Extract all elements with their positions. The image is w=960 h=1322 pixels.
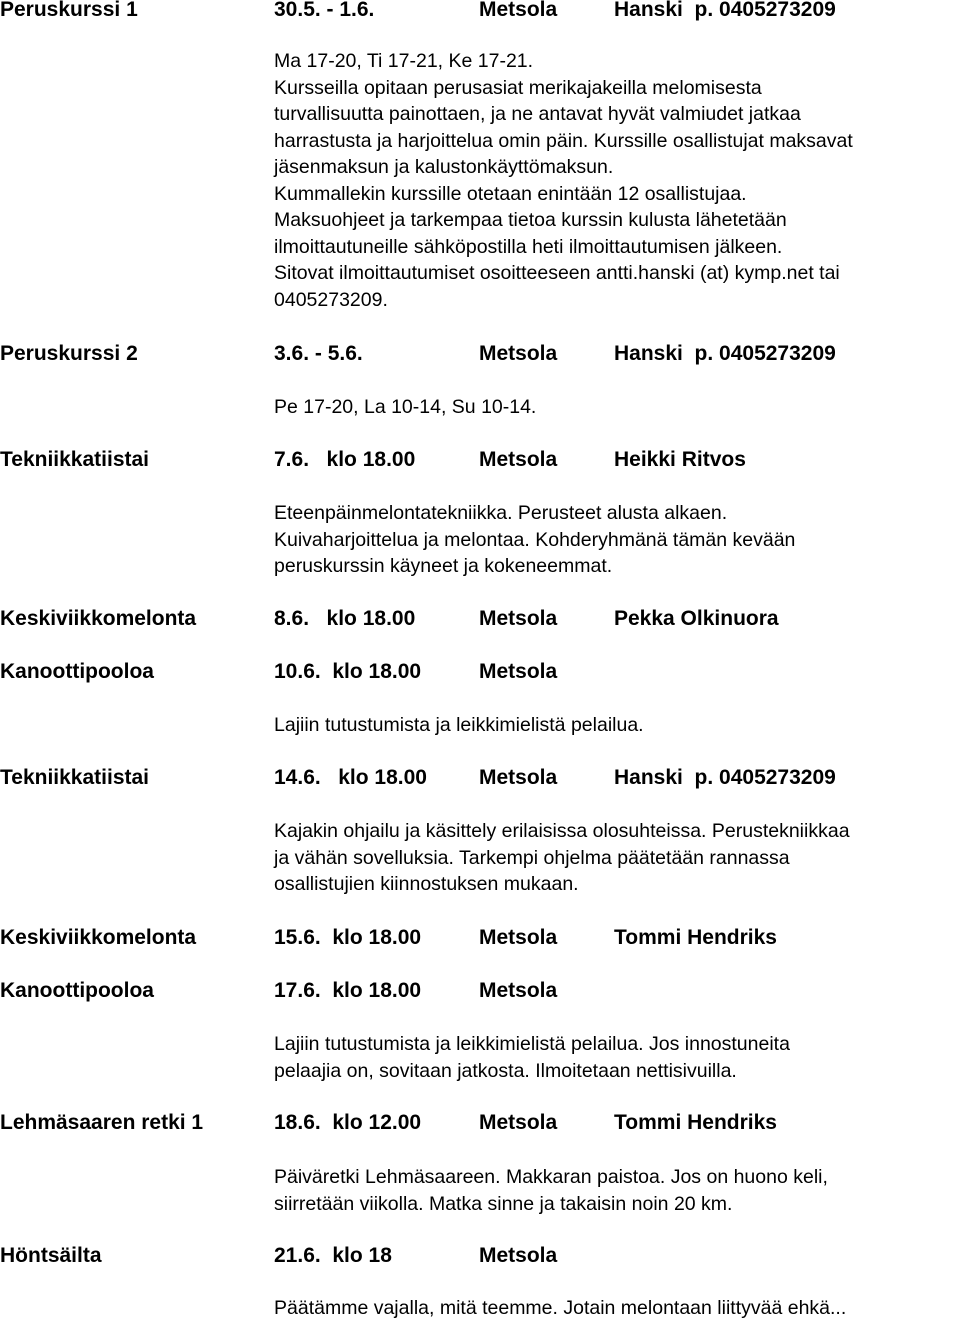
event-place: Metsola: [479, 766, 558, 789]
event-name: Kanoottipooloa: [0, 660, 154, 683]
event-description: [274, 1164, 960, 1217]
description-line: jäsenmaksun ja kalustonkäyttömaksun.: [274, 156, 614, 178]
description-line: Kursseilla opitaan perusasiat merikajakeilla melomisesta: [274, 76, 762, 99]
description-line: Lajiin tutustumista ja leikkimielistä pelailua.: [274, 714, 644, 736]
event-header: [0, 659, 960, 685]
event-leader: Hanski p. 0405273209: [614, 0, 836, 21]
description-line: Kuivaharjoittelua ja melontaa. Kohderyhmänä tämän kevään: [274, 528, 796, 551]
event-name: Lehmäsaaren retki 1: [0, 1111, 204, 1134]
description-line: Lajiin tutustumista ja leikkimielistä pelailua. Jos innostuneita: [274, 1033, 790, 1055]
event-description: [274, 712, 960, 739]
event-leader: Tommi Hendriks: [614, 926, 777, 949]
description-line: osallistujien kiinnostuksen mukaan.: [274, 873, 579, 895]
event-date: 8.6. klo 18.00: [274, 607, 416, 630]
event-date: 3.6. - 5.6.: [274, 342, 363, 365]
description-line: ilmoittautuneille sähköpostilla heti ilmoittautumisen jälkeen.: [274, 235, 783, 258]
event-header: [0, 0, 960, 23]
event-place: Metsola: [479, 342, 558, 365]
description-line: ja vähän sovelluksia. Tarkempi ohjelma päätetään rannassa: [274, 846, 790, 869]
description-line: harrastusta ja harjoittelua omin päin. Kurssille osallistujat maksavat: [274, 129, 853, 152]
description-line: Kajakin ohjailu ja käsittely erilaisissa olosuhteissa. Perustekniikkaa: [274, 820, 850, 842]
event-name: Tekniikkatiistai: [0, 448, 150, 471]
event-date: 30.5. - 1.6.: [274, 0, 375, 21]
event-leader: Heikki Ritvos: [614, 448, 746, 471]
event-name: Peruskurssi 2: [0, 342, 138, 365]
event-name: Keskiviikkomelonta: [0, 926, 197, 949]
event-leader: Tommi Hendriks: [614, 1111, 777, 1134]
event-header: [0, 1110, 960, 1136]
event-header: [0, 606, 960, 632]
event-description: [274, 1031, 960, 1084]
event-place: Metsola: [479, 979, 558, 1002]
event-date: 18.6. klo 12.00: [274, 1111, 422, 1134]
event-place: Metsola: [479, 448, 558, 471]
description-line: Päätämme vajalla, mitä teemme. Jotain melontaan liittyvää ehkä...: [274, 1297, 847, 1319]
event-description: [274, 818, 960, 898]
event-place: Metsola: [479, 1111, 558, 1134]
description-line: Eteenpäinmelontatekniikka. Perusteet alusta alkaen.: [274, 502, 728, 524]
event-place: Metsola: [479, 660, 558, 683]
event-header: [0, 925, 960, 951]
event-date: 21.6. klo 18: [274, 1244, 392, 1267]
event-name: Kanoottipooloa: [0, 979, 154, 1002]
description-line: Maksuohjeet ja tarkempaa tietoa kurssin kulusta lähetetään: [274, 209, 787, 231]
description-line: peruskurssin käyneet ja kokeneemmat.: [274, 555, 613, 577]
event-date: 14.6. klo 18.00: [274, 766, 427, 789]
description-line: turvallisuutta painottaen, ja ne antavat hyvät valmiudet jatkaa: [274, 103, 801, 125]
description-line: siirretään viikolla. Matka sinne ja takaisin noin 20 km.: [274, 1192, 733, 1215]
event-date: 15.6. klo 18.00: [274, 926, 422, 949]
event-date: 7.6. klo 18.00: [274, 448, 416, 471]
event-name: Keskiviikkomelonta: [0, 607, 197, 630]
event-description: [274, 48, 960, 313]
event-name: Peruskurssi 1: [0, 0, 138, 21]
event-header: [0, 447, 960, 473]
event-description: [274, 500, 960, 580]
event-date: 17.6. klo 18.00: [274, 979, 422, 1002]
event-place: Metsola: [479, 926, 558, 949]
event-header: [0, 1243, 960, 1269]
description-line: Sitovat ilmoittautumiset osoitteeseen antti.hanski (at) kymp.net tai: [274, 262, 840, 284]
event-place: Metsola: [479, 1244, 558, 1267]
description-line: pelaajia on, sovitaan jatkosta. Ilmoitetaan nettisivuilla.: [274, 1059, 737, 1082]
event-place: Metsola: [479, 607, 558, 630]
event-name: Höntsäilta: [0, 1244, 102, 1267]
event-header: [0, 765, 960, 791]
event-name: Tekniikkatiistai: [0, 766, 150, 789]
event-header: [0, 978, 960, 1004]
description-line: 0405273209.: [274, 288, 388, 311]
event-description: [274, 1295, 960, 1322]
description-line: Päiväretki Lehmäsaareen. Makkaran paistoa. Jos on huono keli,: [274, 1166, 828, 1188]
event-leader: Pekka Olkinuora: [614, 607, 779, 630]
event-date: 10.6. klo 18.00: [274, 660, 422, 683]
event-description: [274, 394, 960, 421]
event-leader: Hanski p. 0405273209: [614, 342, 836, 365]
event-leader: Hanski p. 0405273209: [614, 766, 836, 789]
description-line: Kummallekin kurssille otetaan enintään 12 osallistujaa.: [274, 182, 747, 205]
event-header: [0, 341, 960, 367]
description-line: Pe 17-20, La 10-14, Su 10-14.: [274, 396, 537, 418]
description-line: Ma 17-20, Ti 17-21, Ke 17-21.: [274, 50, 534, 72]
event-place: Metsola: [479, 0, 558, 21]
